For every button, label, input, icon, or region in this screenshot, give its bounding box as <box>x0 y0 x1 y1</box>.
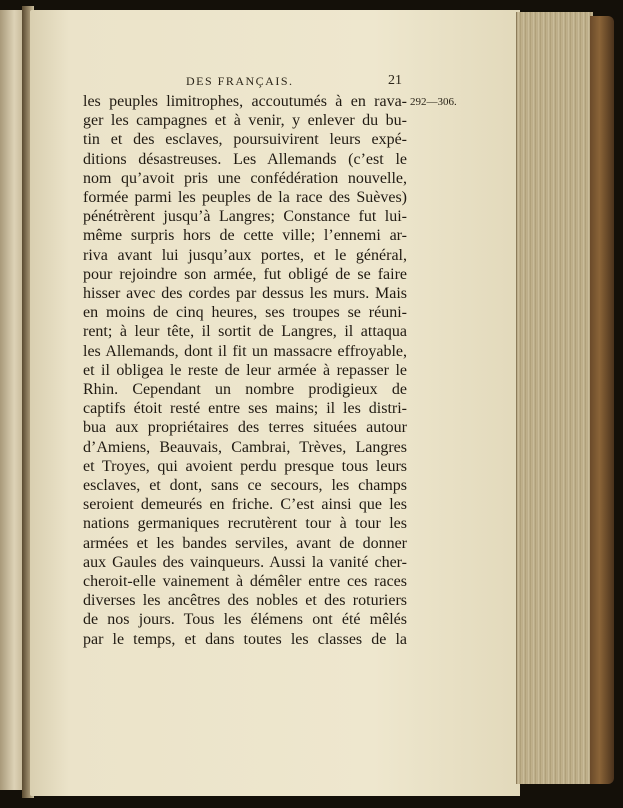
page-header <box>186 74 404 92</box>
text-line: tin et des esclaves, poursuivirent leurs expé- <box>83 131 407 149</box>
text-line: captifs étoit resté entre ses mains; il les distri- <box>83 400 407 418</box>
page-number: 21 <box>388 73 402 88</box>
text-line: rent; à leur tête, il sortit de Langres, il attaqua <box>83 323 407 341</box>
text-line: pénétrèrent jusqu’à Langres; Constance fut lui- <box>83 208 407 226</box>
text-line: seroient demeurés en friche. C’est ainsi que les <box>83 496 407 514</box>
margin-date-note: 292—306. <box>410 96 457 108</box>
text-line: en moins de cinq heures, ses troupes se réuni- <box>83 304 407 322</box>
text-line: bua aux propriétaires des terres situées autour <box>83 419 407 437</box>
text-line: diverses les ancêtres des nobles et des roturiers <box>83 592 407 610</box>
text-line: esclaves, et dont, sans ce secours, les champs <box>83 477 407 495</box>
text-line: ger les campagnes et à venir, y enlever du bu- <box>83 112 407 130</box>
text-line: armées et les bandes serviles, avant de donner <box>83 534 407 552</box>
text-line: ditions désastreuses. Les Allemands (c’est le <box>83 150 407 168</box>
text-line: formée parmi les peuples de la race des Suèves) <box>83 189 407 207</box>
page-fore-edge <box>516 12 593 784</box>
text-line: riva avant lui jusqu’aux portes, et le général, <box>83 246 407 264</box>
text-line: même surpris hors de cette ville; l’ennemi ar- <box>83 227 407 245</box>
text-line: nom qu’avoit pris une confédération nouvelle, <box>83 169 407 187</box>
text-line: nations germaniques recrutèrent tour à tour les <box>83 515 407 533</box>
text-line: par le temps, et dans toutes les classes de la <box>83 630 407 648</box>
text-line: les Allemands, dont il fit un massacre effroyable, <box>83 342 407 360</box>
text-line: de nos jours. Tous les élémens ont été mêlés <box>83 611 407 629</box>
text-line: aux Gaules des vainqueurs. Aussi la vanité cher- <box>83 553 407 571</box>
body-text <box>83 92 407 649</box>
text-line: et il obligea le reste de leur armée à repasser le <box>83 361 407 379</box>
text-line: pour rejoindre son armée, fut obligé de se faire <box>83 265 407 283</box>
text-line: les peuples limitrophes, accoutumés à en rava- <box>83 93 407 110</box>
text-line: cheroit-elle vainement à démêler entre ces races <box>83 573 407 591</box>
book-cover-board <box>590 16 614 784</box>
text-line: d’Amiens, Beauvais, Cambrai, Trèves, Langres <box>83 438 407 456</box>
text-line: Rhin. Cependant un nombre prodigieux de <box>83 381 407 399</box>
running-head: DES FRANÇAIS. <box>186 74 294 88</box>
text-line: et Troyes, qui avoient perdu presque tous leurs <box>83 457 407 475</box>
text-line: hisser avec des cordes par dessus les murs. Mais <box>83 285 407 303</box>
